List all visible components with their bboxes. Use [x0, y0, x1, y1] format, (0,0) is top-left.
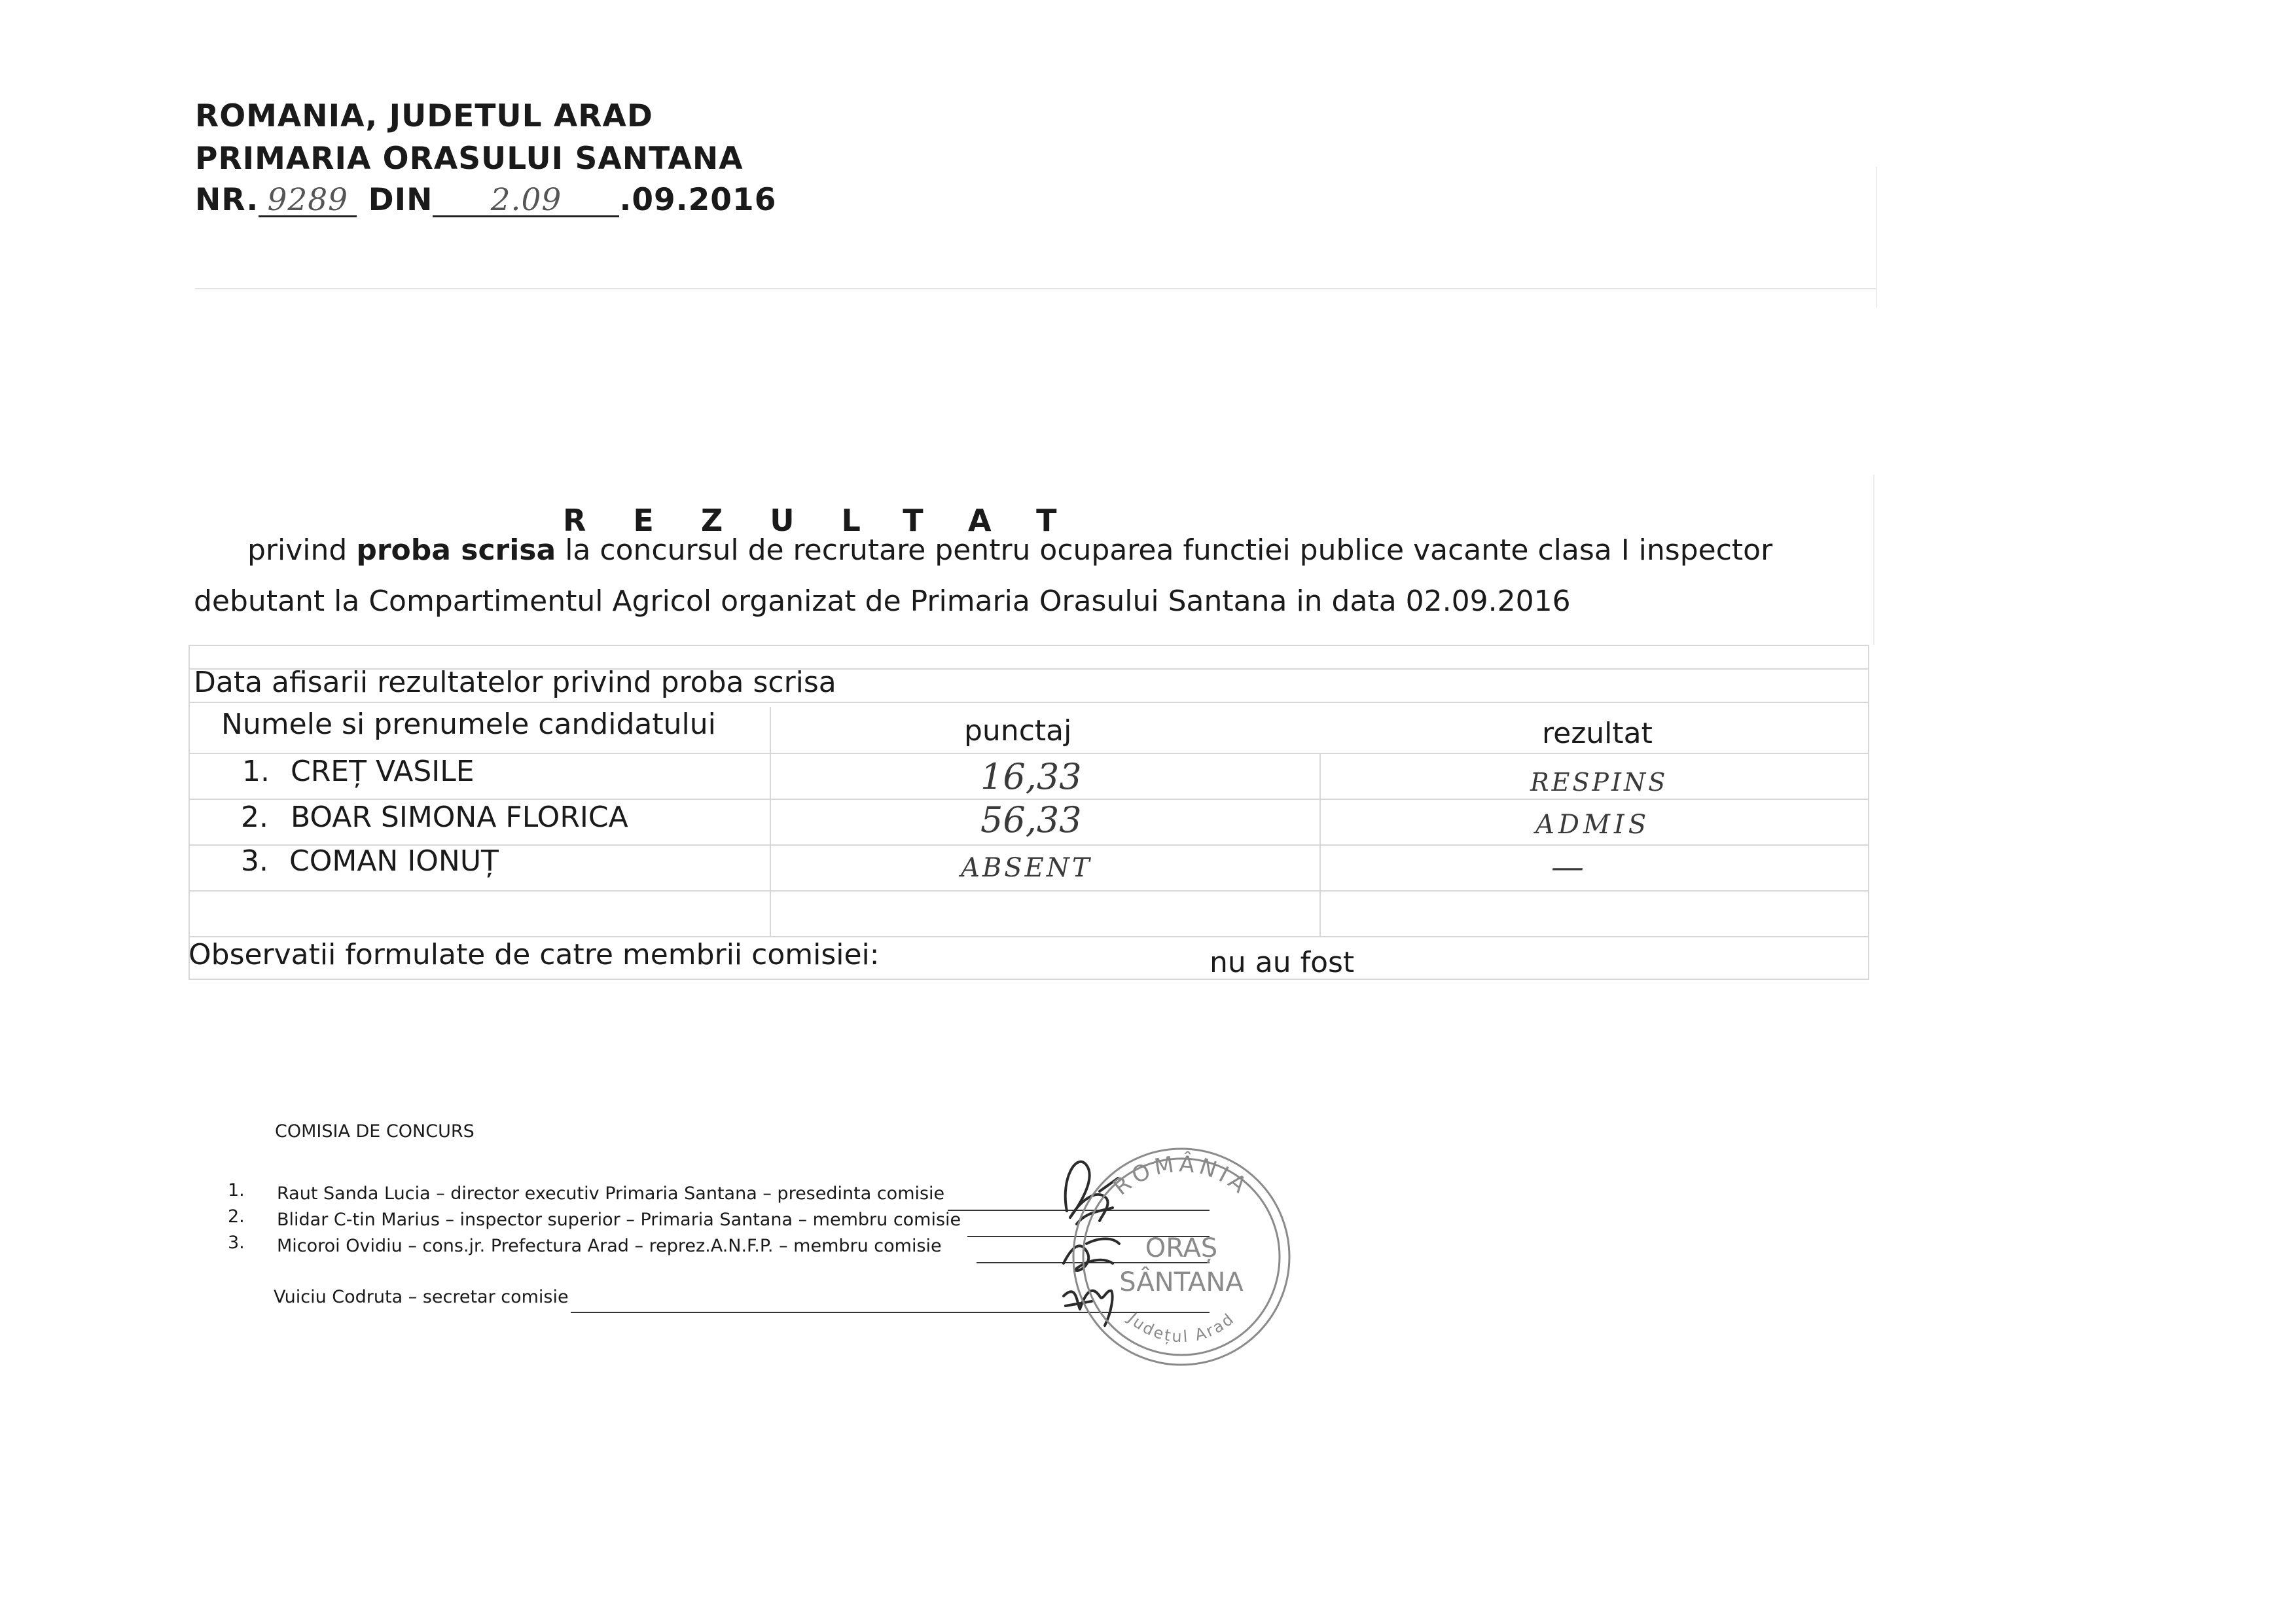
intro-start: privind [247, 533, 348, 567]
member-index: 1. [228, 1180, 245, 1200]
table-row-result: ADMIS [1535, 810, 1651, 840]
table-row-score: ABSENT [961, 853, 1092, 883]
table-rule [188, 890, 1869, 892]
table-row-score: 16,33 [980, 756, 1082, 797]
header-line-2: PRIMARIA ORASULUI SANTANA [195, 141, 744, 177]
document-title: REZULTAT [563, 503, 1104, 538]
nr-value: 9289 [259, 185, 357, 217]
table-rule-vertical [1319, 753, 1321, 936]
table-row-score: 56,33 [980, 799, 1082, 840]
din-label: DIN [368, 182, 433, 218]
scan-rule [195, 288, 1877, 289]
stamp-top-text: ROMÂNIA [1108, 1151, 1255, 1201]
table-rule-vertical [188, 645, 190, 979]
table-row-name: COMAN IONUȚ [289, 844, 499, 878]
table-row-index: 2. [241, 801, 268, 834]
intro-line-2: debutant la Compartimentul Agricol organizat de Primaria Orasului Santana in data 02.09.2016 [194, 585, 1571, 618]
table-row-name: BOAR SIMONA FLORICA [291, 801, 628, 834]
table-row-result: — [1551, 848, 1584, 886]
column-header-name: Numele si prenumele candidatului [221, 708, 716, 741]
member-text: Blidar C-tin Marius – inspector superior – Primaria Santana – membru comisie [277, 1210, 961, 1230]
observations-value: nu au fost [1210, 946, 1355, 979]
svg-text:ROMÂNIA [1108, 1150, 1254, 1200]
din-value: 2.09 [433, 185, 619, 217]
display-date-label: Data afisarii rezultatelor privind proba scrisa [194, 666, 836, 699]
commission-title: COMISIA DE CONCURS [275, 1121, 475, 1142]
table-row-name: CREȚ VASILE [291, 755, 475, 788]
member-index: 3. [228, 1233, 245, 1253]
scan-rule-vertical [1876, 167, 1877, 308]
header-registration [195, 182, 776, 218]
table-row-index: 3. [241, 844, 268, 878]
member-text: Raut Sanda Lucia – director executiv Primaria Santana – presedinta comisie [277, 1183, 945, 1204]
stamp-bottom-text: Județul Arad [1124, 1308, 1239, 1346]
table-row-index: 1. [242, 755, 270, 788]
header-line-1: ROMANIA, JUDETUL ARAD [195, 98, 653, 134]
table-rule-vertical [770, 707, 771, 936]
table-rule [188, 645, 1869, 646]
intro-line-1 [247, 533, 1772, 567]
svg-text:Județul Arad [1123, 1308, 1238, 1346]
table-rule-vertical [1868, 645, 1869, 979]
column-header-score: punctaj [964, 714, 1072, 748]
column-header-result: rezultat [1542, 717, 1653, 750]
table-row-result: RESPINS [1530, 768, 1668, 797]
table-rule [188, 702, 1869, 703]
table-rule [188, 753, 1869, 754]
table-rule [188, 979, 1869, 980]
observations-label: Observatii formulate de catre membrii comisiei: [188, 938, 880, 971]
official-stamp [1064, 1139, 1299, 1375]
stamp-name-text: SÂNTANA [1119, 1267, 1244, 1297]
intro-bold: proba scrisa [356, 533, 556, 567]
secretary-text: Vuiciu Codruta – secretar comisie [274, 1287, 569, 1307]
scan-rule-vertical [1873, 475, 1874, 645]
nr-prefix: NR. [195, 182, 259, 218]
table-rule [188, 936, 1869, 937]
member-index: 2. [228, 1206, 245, 1227]
member-text: Micoroi Ovidiu – cons.jr. Prefectura Arad – reprez.A.N.F.P. – membru comisie [277, 1236, 942, 1256]
intro-end: la concursul de recrutare pentru ocuparea functiei publice vacante clasa I inspector [565, 533, 1773, 567]
date-suffix: .09.2016 [619, 182, 777, 218]
stamp-middle-text: ORAȘ [1145, 1233, 1218, 1263]
